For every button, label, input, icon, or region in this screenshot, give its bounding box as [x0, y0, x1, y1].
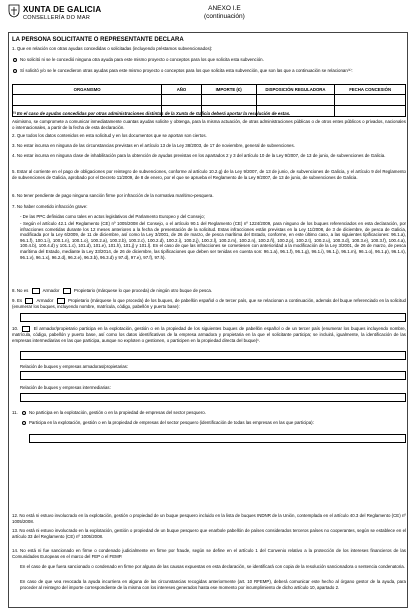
- item-9-note: (márquese lo que proceda) de los buques, de pabellón español o de tercer país, que se relacionan a continuación, además del buque referenciado en la solicitud (enumerar los buques, incluyendo nombre, matrícula, código, pabellón y puerto base):: [12, 298, 406, 309]
- table-cell-input[interactable]: [13, 95, 162, 106]
- item-9-armador-label: Armador: [36, 298, 54, 304]
- item-8-propietario-label: Propietario: [73, 288, 96, 294]
- item-9-propietario-label: Propietario: [67, 298, 90, 304]
- item-13: 13. No está ni estuvo involucrado en la explotación, gestión o propiedad de un buque pesquero que enarbole pabellón de países considerados terceros países no cooperantes, según se establece en el artículo 33 del Reglamento (CE) nº 1005/2008.: [12, 528, 406, 539]
- item-7a: - De las PPC definidas como tales en actos legislativos del Parlamento Europeo y del Consejo;: [20, 214, 205, 219]
- intermediarias-label: Relación de buques y empresas intermediarias:: [20, 385, 111, 390]
- item-9-prefix: 9. Es: [12, 298, 23, 304]
- xunta-logo-icon: [8, 4, 20, 18]
- item-14-note-1: En el caso de que fuera sancionado o condenado en firme por alguna de las causas expuestas en esta declaración, se identificará con copia de la resolución sancionadora o sentencia condenatoria.: [20, 564, 405, 569]
- item-8-armador-label: Armador: [42, 288, 60, 294]
- q1-yes-radio[interactable]: [13, 69, 17, 73]
- item-8: [12, 288, 406, 294]
- q1-no-label: No solicitó ni se le concedió ninguna otra ayuda para este mismo proyecto o conceptos para los que solicita esta subvención.: [20, 57, 264, 62]
- item-11-companies-field[interactable]: [29, 434, 406, 443]
- item-11-prefix: 11.: [12, 410, 18, 415]
- annex-subtitle: (continuación): [204, 13, 245, 20]
- col-organismo: ORGANISMO: [13, 85, 162, 95]
- item-8-armador-checkbox[interactable]: [32, 288, 40, 294]
- item-11-b-radio[interactable]: [22, 421, 26, 425]
- annex-title: ANEXO I.E: [208, 5, 241, 12]
- item-8-prefix: 8. No es: [12, 288, 29, 294]
- intermediarias-field[interactable]: [20, 393, 406, 402]
- item-7: 7. No haber cometido infracción grave:: [12, 204, 88, 209]
- item-11-b-label: Participa en la explotación, gestión o en la propiedad de empresas del sector pesquero (identificación de todas las empresas en las que participa):: [29, 420, 314, 425]
- table-cell-input[interactable]: [335, 95, 406, 106]
- q1-yes-label: Sí solicitó y/o se le concedieron otras ayudas para este mismo proyecto o conceptos para los que solicita esta subvención, que son las que a continuación se relacionan⁽¹⁾:: [20, 68, 353, 73]
- commitment-text: Asimismo, se compromete a comunicar inmediatamente cuantas ayudas solicite y obtenga, para la misma actuación, de otras administraciones públicas o de otros entes públicos o privados, nacionales o internacionales, a partir de la fecha de esta declaración.: [12, 119, 406, 130]
- table-row: [13, 95, 406, 106]
- table-cell-input[interactable]: [162, 95, 201, 106]
- item-12: 12. No está ni estuvo involucrado en la explotación, gestión o propiedad de un buque pesquero incluido en la lista de buques INDNR de la Unión, contemplada en el artículo 40.3 del Reglamento (CE) nº 1005/2008.: [12, 513, 406, 524]
- item-8-propietario-checkbox[interactable]: [63, 288, 71, 294]
- table-cell-input[interactable]: [201, 95, 256, 106]
- item-3: 3. No estar incursa en ninguna de las circunstancias previstas en el artículo 13 de la Ley 38/2003, de 17 de noviembre, general de subvenciones.: [12, 143, 295, 148]
- q1-no-radio[interactable]: [13, 58, 17, 62]
- item-10-vessels-field[interactable]: [20, 351, 406, 360]
- empresas-field[interactable]: [20, 371, 406, 380]
- col-importe: IMPORTE (€): [201, 85, 256, 95]
- col-disposicion: DISPOSICIÓN REGULADORA: [256, 85, 335, 95]
- item-9: [12, 298, 406, 310]
- section-title: LA PERSONA SOLICITANTE O REPRESENTANTE DECLARA: [12, 37, 184, 43]
- item-9-vessels-field[interactable]: [20, 313, 406, 322]
- item-8-note: (márquese lo que proceda) de ningún otro buque de pesca.: [96, 288, 213, 294]
- item-7b: - Según el artículo 42.1 del Reglamento (CE) nº 1005/2008 del Consejo, o el artículo 90.1 del Reglamento (CE) nº 1224/2009, para ninguno de los buques referenciados en esta declaración, por infracciones cometidas durante los 12 meses anteriores a la fecha de presentación de la solicitud. Estas infracciones están previstas en la Ley 11/2008, de 3 de diciembre, de pesca de Galicia, modificada por la Ley 6/2009, de 11 de diciembre, así como la Ley 3/2001, de 26 de marzo, de pesca marítima del Estado, conforme, en este último caso, a las siguientes tipificaciones: 96.1.a), 96.1.f), 100.1.i), 100.1.n), 100.1.o), 100.2.a), 100.2.b), 100.2.c), 100.2.d), 100.2.i), 100.2.j), 100.2.l), 100.2.m), 100.2.n), 100.2.ñ), 100.2.p), 100.2.t), 100.2.u), 100.3.d), 100.3.e), 100.3.f), 100.4.a), 100.4.b), 100.4.d) y 101.1.c), 101.d), 101.e), 101.h), 101.j) y 101.l). En el caso de que las infracciones se cometiesen con anterioridad a la modificación de la Ley 3/2001, de 26 de marzo, de pesca marítima del Estado, mediante la Ley 33/2014, de 26 de diciembre, las tipificaciones que deben ser tenidas en cuenta son: 96.1.a), 96.1.f), 96.1.g), 96.1.i), 96.1.j), 96.1.m), 96.1.o), 96.1.p), 96.1.s), 96.1.v), 96.1.x), 96.2.d), 96.2.e), 96.3.b), 96.3.d) y 97.d), 97.e), 97.f), 97.h).: [20, 221, 406, 260]
- item-5: 5. Estar al corriente en el pago de obligaciones por reintegro de subvenciones, conforme al artículo 10.2.g) de la Ley 9/2007, de 13 de junio, de subvenciones de Galicia, y el artículo 9 del Reglamento de subvenciones de Galicia, aprobado por el Decreto 11/2009, de 8 de enero, por el que se aprueba el Reglamento de la Ley 9/2007, de 13 de junio, de subvenciones de Galicia.: [12, 169, 406, 180]
- item-6: 6. No tener pendiente de pago ninguna sanción firme por infracción de la normativa marítimo-pesquera.: [12, 193, 214, 198]
- department-name: CONSELLERÍA DO MAR: [23, 15, 91, 21]
- item-4: 4. No estar incursa en ninguna clase de inhabilitación para la obtención de ayudas previstas en los apartados 2 y 3 del artículo 10 de la Ley 9/2007, de 13 de junio, de subvenciones de Galicia.: [12, 153, 386, 158]
- item-2: 2. Que todos los datos contenidos en esta solicitud y en los documentos que se aportan son ciertos.: [12, 133, 207, 138]
- col-ano: AÑO: [162, 85, 201, 95]
- empresas-label: Relación de buques y empresas armadoras/propietarias:: [20, 364, 128, 369]
- item-10-text: El armador/propietario participa en la explotación, gestión o en la propiedad de los siguientes buques de pabellón español o de un tercer país (enumerar los buques incluyendo nombre, matrícula, código, pabellón y puerto base, así como los datos identificativos de la empresa armadora y propietaria en la que el solicitante participa; se incluirá, igualmente, la identificación de las empresas intermediarias en las que participa, aunque no exploten o gestionen, o participen en la propiedad directa del buque)¹.: [12, 326, 406, 343]
- item-14-note-2: En caso de que vea revocada la ayuda incurriera en alguna de las circunstancias recogidas anteriormente (art. 10 RFEMP), deberá comunicar este hecho al órgano gestor de la ayuda, para proceder al reintegro del importe correspondiente de la misma con los intereses generados hasta ese momento por incumplimiento de dicho artículo 10, apartado 2.: [20, 579, 406, 590]
- org-name: XUNTA DE GALICIA: [23, 5, 102, 14]
- item-10: [12, 326, 406, 343]
- q1-text: 1. Que en relación con otras ayudas concedidas o solicitadas (incluyendo préstamos subvencionados):: [12, 46, 213, 51]
- aid-table-header: [13, 85, 406, 95]
- item-14: 14. No está ni fue sancionado en firme o condenado judicialmente en firme por fraude, según se define en el artículo 1 del Convenio relativo a la protección de los intereses financieros de las Comunidades Europeas en el marco del FEP o el FEMP.: [12, 548, 406, 559]
- item-10-prefix: 10.: [12, 326, 19, 332]
- item-11-a-radio[interactable]: [22, 411, 26, 415]
- table-cell-input[interactable]: [256, 95, 335, 106]
- footnote: ⁽¹⁾ En el caso de ayudas concedidas por otras administraciones distintas de la Xunta de Galicia deberá aportar la resolución de estas.: [12, 111, 291, 116]
- annex-heading: [204, 5, 245, 21]
- page-header: [8, 4, 410, 26]
- item-11-a-label: No participa en la explotación, gestión o en la propiedad de empresas del sector pesquero.: [29, 410, 206, 415]
- col-fecha: FECHA CONCESIÓN: [335, 85, 406, 95]
